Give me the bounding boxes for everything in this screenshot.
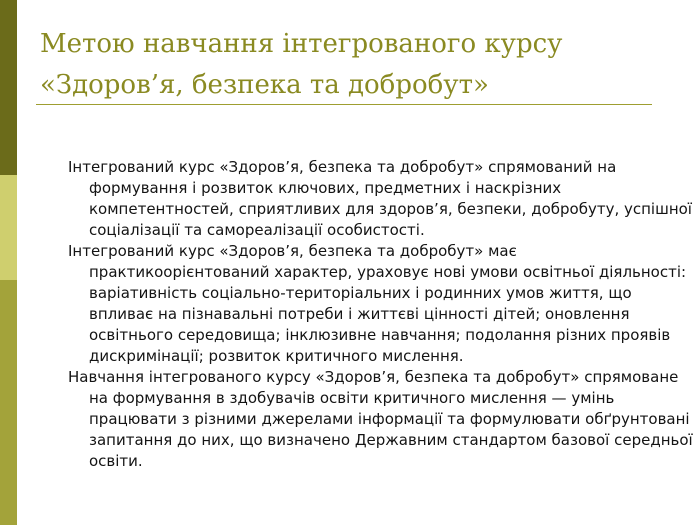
body-paragraph-2: Інтегрований курс «Здоров’я, безпека та добробут» має практикоорієнтований характер, ураховує нові умови освітньої діяльності: варіативність соціально-територіальних і родинних умов життя, що впливає на пізнавальні потреби і життєві цінності дітей; оновлення освітнього середовища; інклюзивне навчання; подолання різних проявів дискримінації; розвиток критичного мислення. bbox=[68, 242, 687, 365]
side-bar-dark-segment bbox=[0, 0, 17, 175]
body-paragraph-1: Інтегрований курс «Здоров’я, безпека та добробут» спрямований на формування і розвиток ключових, предметних і наскрізних компетентностей, сприятливих для здоров’я, безпеки, добробуту, успішної соціалізації та самореалізації особистості. bbox=[68, 158, 692, 239]
body-paragraph-3: Навчання інтегрованого курсу «Здоров’я, безпека та добробут» спрямоване на формування в здобувачів освіти критичного мислення — умінь працювати з різними джерелами інформації та формулювати обґрунтовані запитання до них, що визначено Державним стандартом базової середньої освіти. bbox=[68, 368, 693, 470]
title-divider bbox=[36, 104, 652, 105]
slide-title-line-1: Метою навчання інтегрованого курсу bbox=[40, 29, 563, 59]
slide-title bbox=[40, 24, 660, 106]
side-bar-mid-segment bbox=[0, 280, 17, 525]
slide-body bbox=[68, 157, 696, 472]
slide-title-line-2: «Здоров’я, безпека та добробут» bbox=[40, 70, 489, 100]
side-bar-light-segment bbox=[0, 175, 17, 280]
